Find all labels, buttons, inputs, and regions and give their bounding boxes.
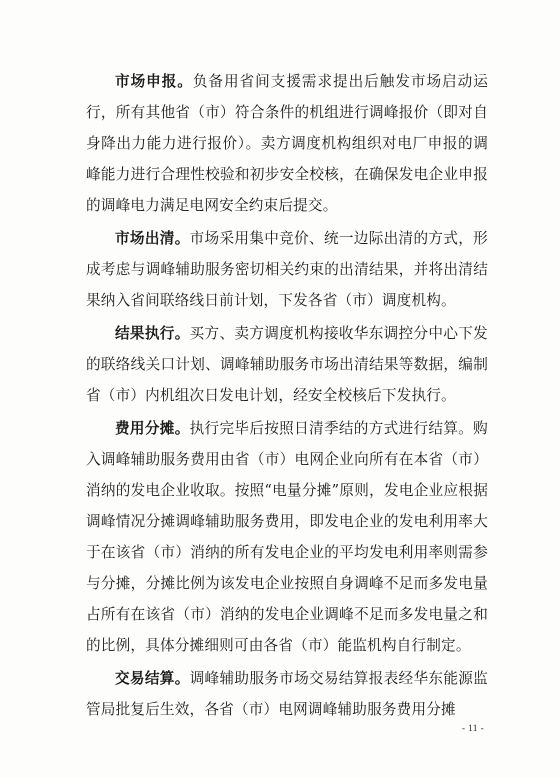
paragraph-text: 市场采用集中竞价、统一边际出清的方式，形成考虑与调峰辅助服务密切相关约束的出清结果，并将出清结果纳入省间联络线日前计划，下发各省（市）调度机构。 — [86, 230, 488, 309]
paragraph-lead: 费用分摊。 — [115, 420, 190, 437]
paragraph-result-execution — [86, 318, 488, 411]
paragraph-cost-allocation — [86, 413, 488, 661]
paragraph-transaction-settlement — [86, 663, 488, 725]
body-text — [86, 66, 488, 727]
paragraph-text: 负备用省间支援需求提出后触发市场启动运行，所有其他省（市）符合条件的机组进行调峰报价（即对自身降出力能力进行报价）。卖方调度机构组织对电厂申报的调峰能力进行合理性校验和初步安全校核，在确保发电企业申报的调峰电力满足电网安全约束后提交。 — [86, 73, 488, 214]
paragraph-market-declaration — [86, 66, 488, 221]
paragraph-market-clearing — [86, 223, 488, 316]
paragraph-lead: 交易结算。 — [115, 670, 190, 687]
paragraph-lead: 市场申报。 — [115, 73, 193, 90]
page-number: - 11 - — [462, 723, 485, 733]
paragraph-text: 调峰辅助服务市场交易结算报表经华东能源监管局批复后生效，各省（市）电网调峰辅助服务费用分摊 — [86, 670, 488, 718]
paragraph-lead: 结果执行。 — [115, 325, 190, 342]
paragraph-lead: 市场出清。 — [115, 230, 190, 247]
paragraph-text: 买方、卖方调度机构接收华东调控分中心下发的联络线关口计划、调峰辅助服务市场出清结果等数据，编制省（市）内机组次日发电计划，经安全校核后下发执行。 — [86, 325, 488, 404]
paragraph-text: 执行完毕后按照日清季结的方式进行结算。购入调峰辅助服务费用由省（市）电网企业向所有在本省（市）消纳的发电企业收取。按照“电量分摊”原则，发电企业应根据调峰情况分摊调峰辅助服务费用，即发电企业的发电利用率大于在该省（市）消纳的所有发电企业的平均发电利用率则需参与分摊，分摊比例为该发电企业按照自身调峰不足而多发电量占所有在该省（市）消纳的发电企业调峰不足而多发电量之和的比例，具体分摊细则可由各省（市）能监机构自行制定。 — [86, 420, 488, 654]
